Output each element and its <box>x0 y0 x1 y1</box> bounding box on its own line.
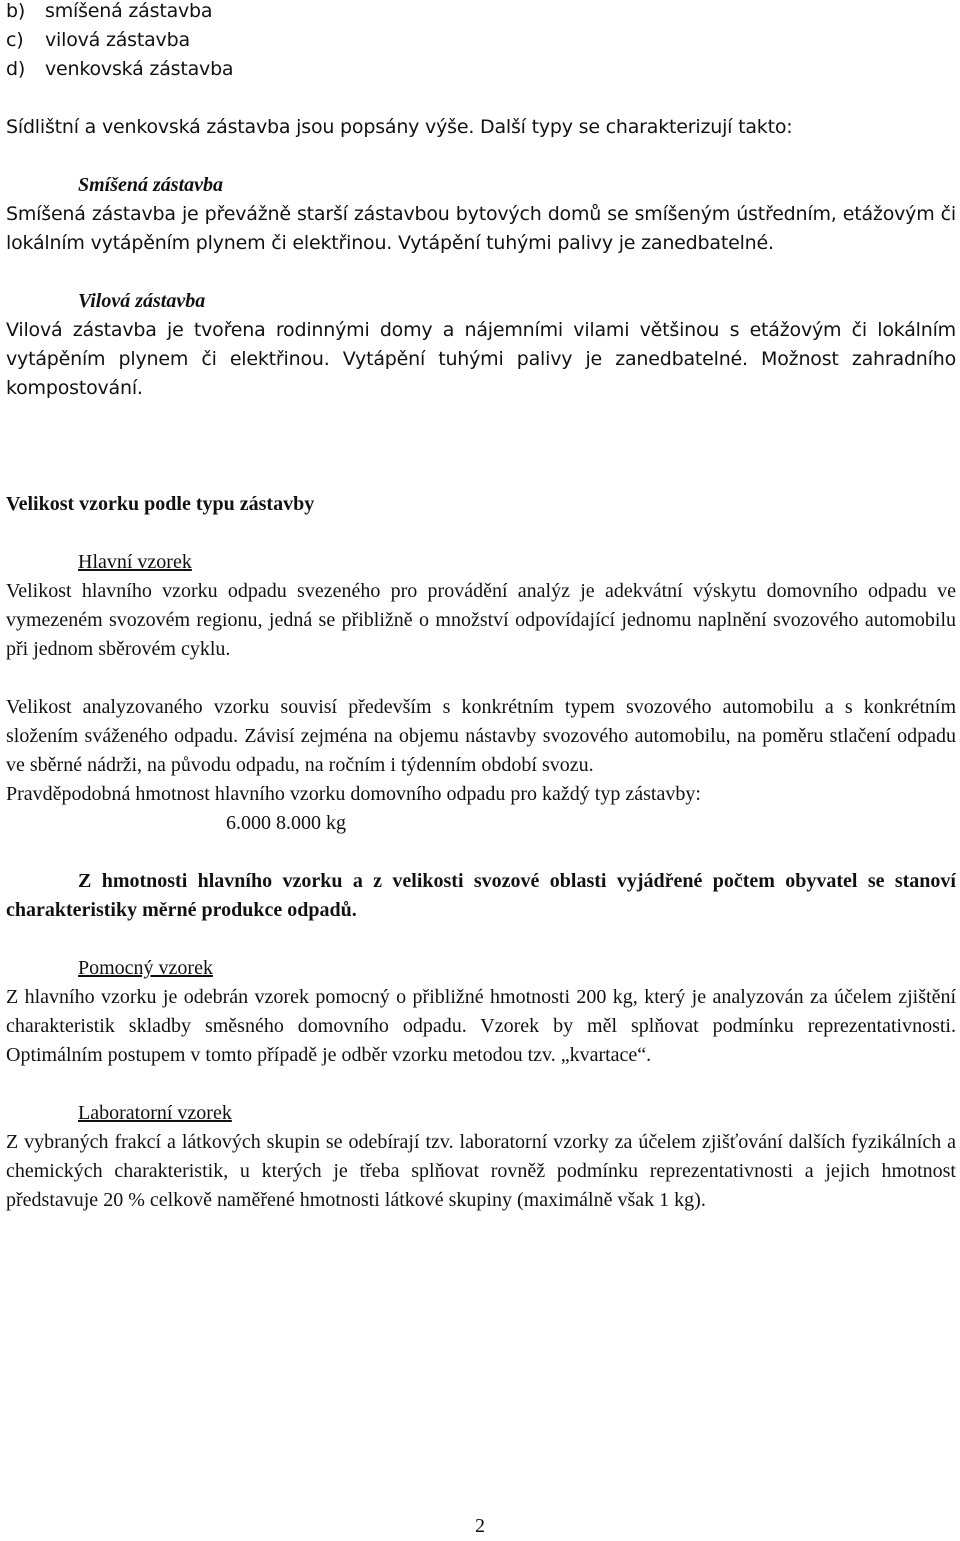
aux-sample-heading: Pomocný vzorek <box>78 957 213 979</box>
list-item-text: smíšená zástavba <box>45 0 213 22</box>
list-item-text: vilová zástavba <box>45 29 190 51</box>
villa-paragraph: Vilová zástavba je tvořena rodinnými domy a nájemními vilami většinou s etážovým či lokálním vytápěním plynem či elektřinou. Vytápění tuhými palivy je zanedbatelné. Možnost zahradního kompostování. <box>6 319 956 399</box>
intro-paragraph: Sídlištní a venkovská zástavba jsou popsány výše. Další typy se charakterizují takto: <box>6 116 793 138</box>
list-marker: d) <box>6 58 26 80</box>
probable-weight-paragraph: Pravděpodobná hmotnost hlavního vzorku domovního odpadu pro každý typ zástavby: <box>6 783 701 805</box>
main-sample-paragraph: Velikost hlavního vzorku odpadu svezeného pro provádění analýz je adekvátní výskytu domovního odpadu ve vymezeném svozovém regionu, jedná se přibližně o množství odpovídající jednomu naplnění svozového automobilu při jednom sběrovém cyklu. <box>6 580 956 660</box>
mixed-paragraph: Smíšená zástavba je převážně starší zástavbou bytových domů se smíšeným ústředním, etážovým či lokálním vytápěním plynem či elektřinou. Vytápění tuhými palivy je zanedbatelné. <box>6 203 956 254</box>
list-item-text: venkovská zástavba <box>45 58 234 80</box>
lab-sample-paragraph: Z vybraných frakcí a látkových skupin se odebírají tzv. laboratorní vzorky za účelem zjišťování dalších fyzikálních a chemických charakteristik, u kterých je třeba splňovat rovněž podmínku reprezentativnosti a jejich hmotnost představuje 20 % celkově naměřené hmotnosti látkové skupiny (maximálně však 1 kg). <box>6 1131 956 1211</box>
villa-heading: Vilová zástavba <box>78 290 206 312</box>
zastavba-list <box>6 0 956 84</box>
list-item <box>6 0 956 26</box>
list-item <box>6 26 956 55</box>
list-item <box>6 55 956 84</box>
weight-range: 6.000 8.000 kg <box>226 812 346 834</box>
bold-statement: Z hmotnosti hlavního vzorku a z velikosti svozové oblasti vyjádřené počtem obyvatel se stanoví charakteristiky měrné produkce odpadů. <box>6 870 956 921</box>
analysis-paragraph: Velikost analyzovaného vzorku souvisí především s konkrétním typem svozového automobilu a s konkrétním složením sváženého odpadu. Závisí zejména na objemu nástavby svozového automobilu, na poměru stlačení odpadu ve sběrné nádrži, na původu odpadu, na ročním i týdenním období svozu. <box>6 696 956 776</box>
document-page <box>6 0 956 1215</box>
mixed-heading: Smíšená zástavba <box>78 174 224 196</box>
sample-size-heading: Velikost vzorku podle typu zástavby <box>6 493 315 515</box>
main-sample-heading: Hlavní vzorek <box>78 551 192 573</box>
list-marker: b) <box>6 0 26 22</box>
lab-sample-heading: Laboratorní vzorek <box>78 1102 232 1124</box>
list-marker: c) <box>6 29 24 51</box>
aux-sample-paragraph: Z hlavního vzorku je odebrán vzorek pomocný o přibližné hmotnosti 200 kg, který je analyzován za účelem zjištění charakteristik skladby směsného domovního odpadu. Vzorek by měl splňovat podmínku reprezentativnosti. Optimálním postupem v tomto případě je odběr vzorku metodou tzv. „kvartace“. <box>6 986 956 1066</box>
page-number: 2 <box>475 1515 485 1537</box>
